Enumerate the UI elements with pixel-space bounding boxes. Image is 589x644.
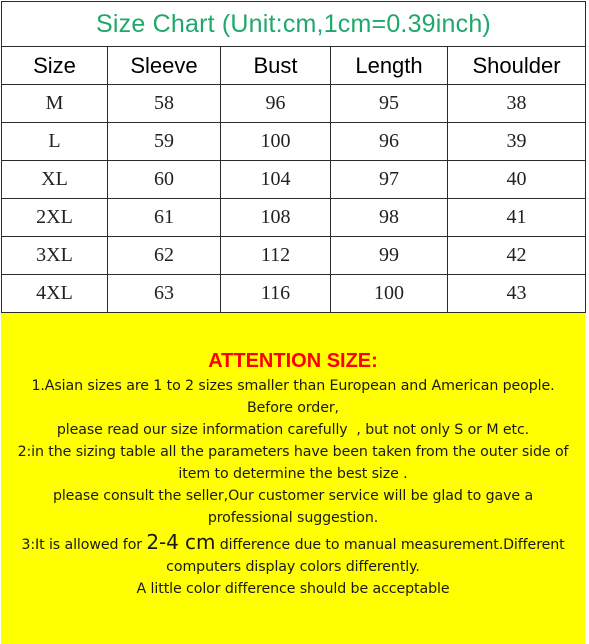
column-header-shoulder: Shoulder (448, 47, 586, 85)
column-header-size: Size (2, 47, 108, 85)
note-3-prefix: 3:It is allowed for (21, 537, 147, 553)
cell-size: 2XL (2, 199, 108, 237)
note-2-line-2: item to determine the best size . (178, 466, 408, 482)
cell-size: XL (2, 161, 108, 199)
cell-length: 98 (331, 199, 448, 237)
header-row (2, 47, 586, 85)
cell-length: 96 (331, 123, 448, 161)
column-header-bust: Bust (221, 47, 331, 85)
cell-length: 99 (331, 237, 448, 275)
note-3-emphasis: 2-4 cm (146, 530, 216, 554)
cell-length: 95 (331, 85, 448, 123)
cell-size: L (2, 123, 108, 161)
cell-shoulder: 38 (448, 85, 586, 123)
note-2-line-1: 2:in the sizing table all the parameters have been taken from the outer side of (17, 444, 569, 460)
cell-bust: 112 (221, 237, 331, 275)
cell-length: 100 (331, 275, 448, 313)
cell-sleeve: 61 (108, 199, 221, 237)
cell-size: 4XL (2, 275, 108, 313)
table-row (2, 237, 586, 275)
cell-bust: 96 (221, 85, 331, 123)
note-1-line-3: please read our size information carefully , but not only S or M etc. (56, 422, 530, 438)
cell-shoulder: 41 (448, 199, 586, 237)
title-row (2, 2, 586, 47)
table-row (2, 199, 586, 237)
cell-size: 3XL (2, 237, 108, 275)
note-3-line-3: A little color difference should be acceptable (136, 581, 450, 597)
cell-bust: 100 (221, 123, 331, 161)
cell-size: M (2, 85, 108, 123)
cell-bust: 104 (221, 161, 331, 199)
column-header-length: Length (331, 47, 448, 85)
attention-title: ATTENTION SIZE: (208, 350, 378, 372)
note-3-line-2: computers display colors differently. (166, 559, 420, 575)
note-3-line-1 (1, 531, 585, 556)
table-row (2, 85, 586, 123)
size-chart (1, 1, 586, 313)
cell-shoulder: 42 (448, 237, 586, 275)
note-1-line-2: Before order, (247, 400, 339, 416)
cell-sleeve: 59 (108, 123, 221, 161)
table-row (2, 123, 586, 161)
cell-bust: 108 (221, 199, 331, 237)
note-2-line-3: please consult the seller,Our customer service will be glad to gave a (52, 488, 534, 504)
cell-sleeve: 62 (108, 237, 221, 275)
size-table (1, 1, 586, 313)
note-1-line-1: 1.Asian sizes are 1 to 2 sizes smaller than European and American people. (31, 378, 555, 394)
note-2-line-4: professional suggestion. (207, 510, 379, 526)
cell-sleeve: 63 (108, 275, 221, 313)
cell-shoulder: 40 (448, 161, 586, 199)
attention-panel (1, 313, 585, 644)
cell-length: 97 (331, 161, 448, 199)
table-row (2, 161, 586, 199)
cell-sleeve: 58 (108, 85, 221, 123)
table-row (2, 275, 586, 313)
note-3-suffix: difference due to manual measurement.Different (215, 537, 565, 553)
cell-shoulder: 39 (448, 123, 586, 161)
chart-title: Size Chart (Unit:cm,1cm=0.39inch) (2, 2, 586, 47)
cell-sleeve: 60 (108, 161, 221, 199)
cell-bust: 116 (221, 275, 331, 313)
cell-shoulder: 43 (448, 275, 586, 313)
column-header-sleeve: Sleeve (108, 47, 221, 85)
